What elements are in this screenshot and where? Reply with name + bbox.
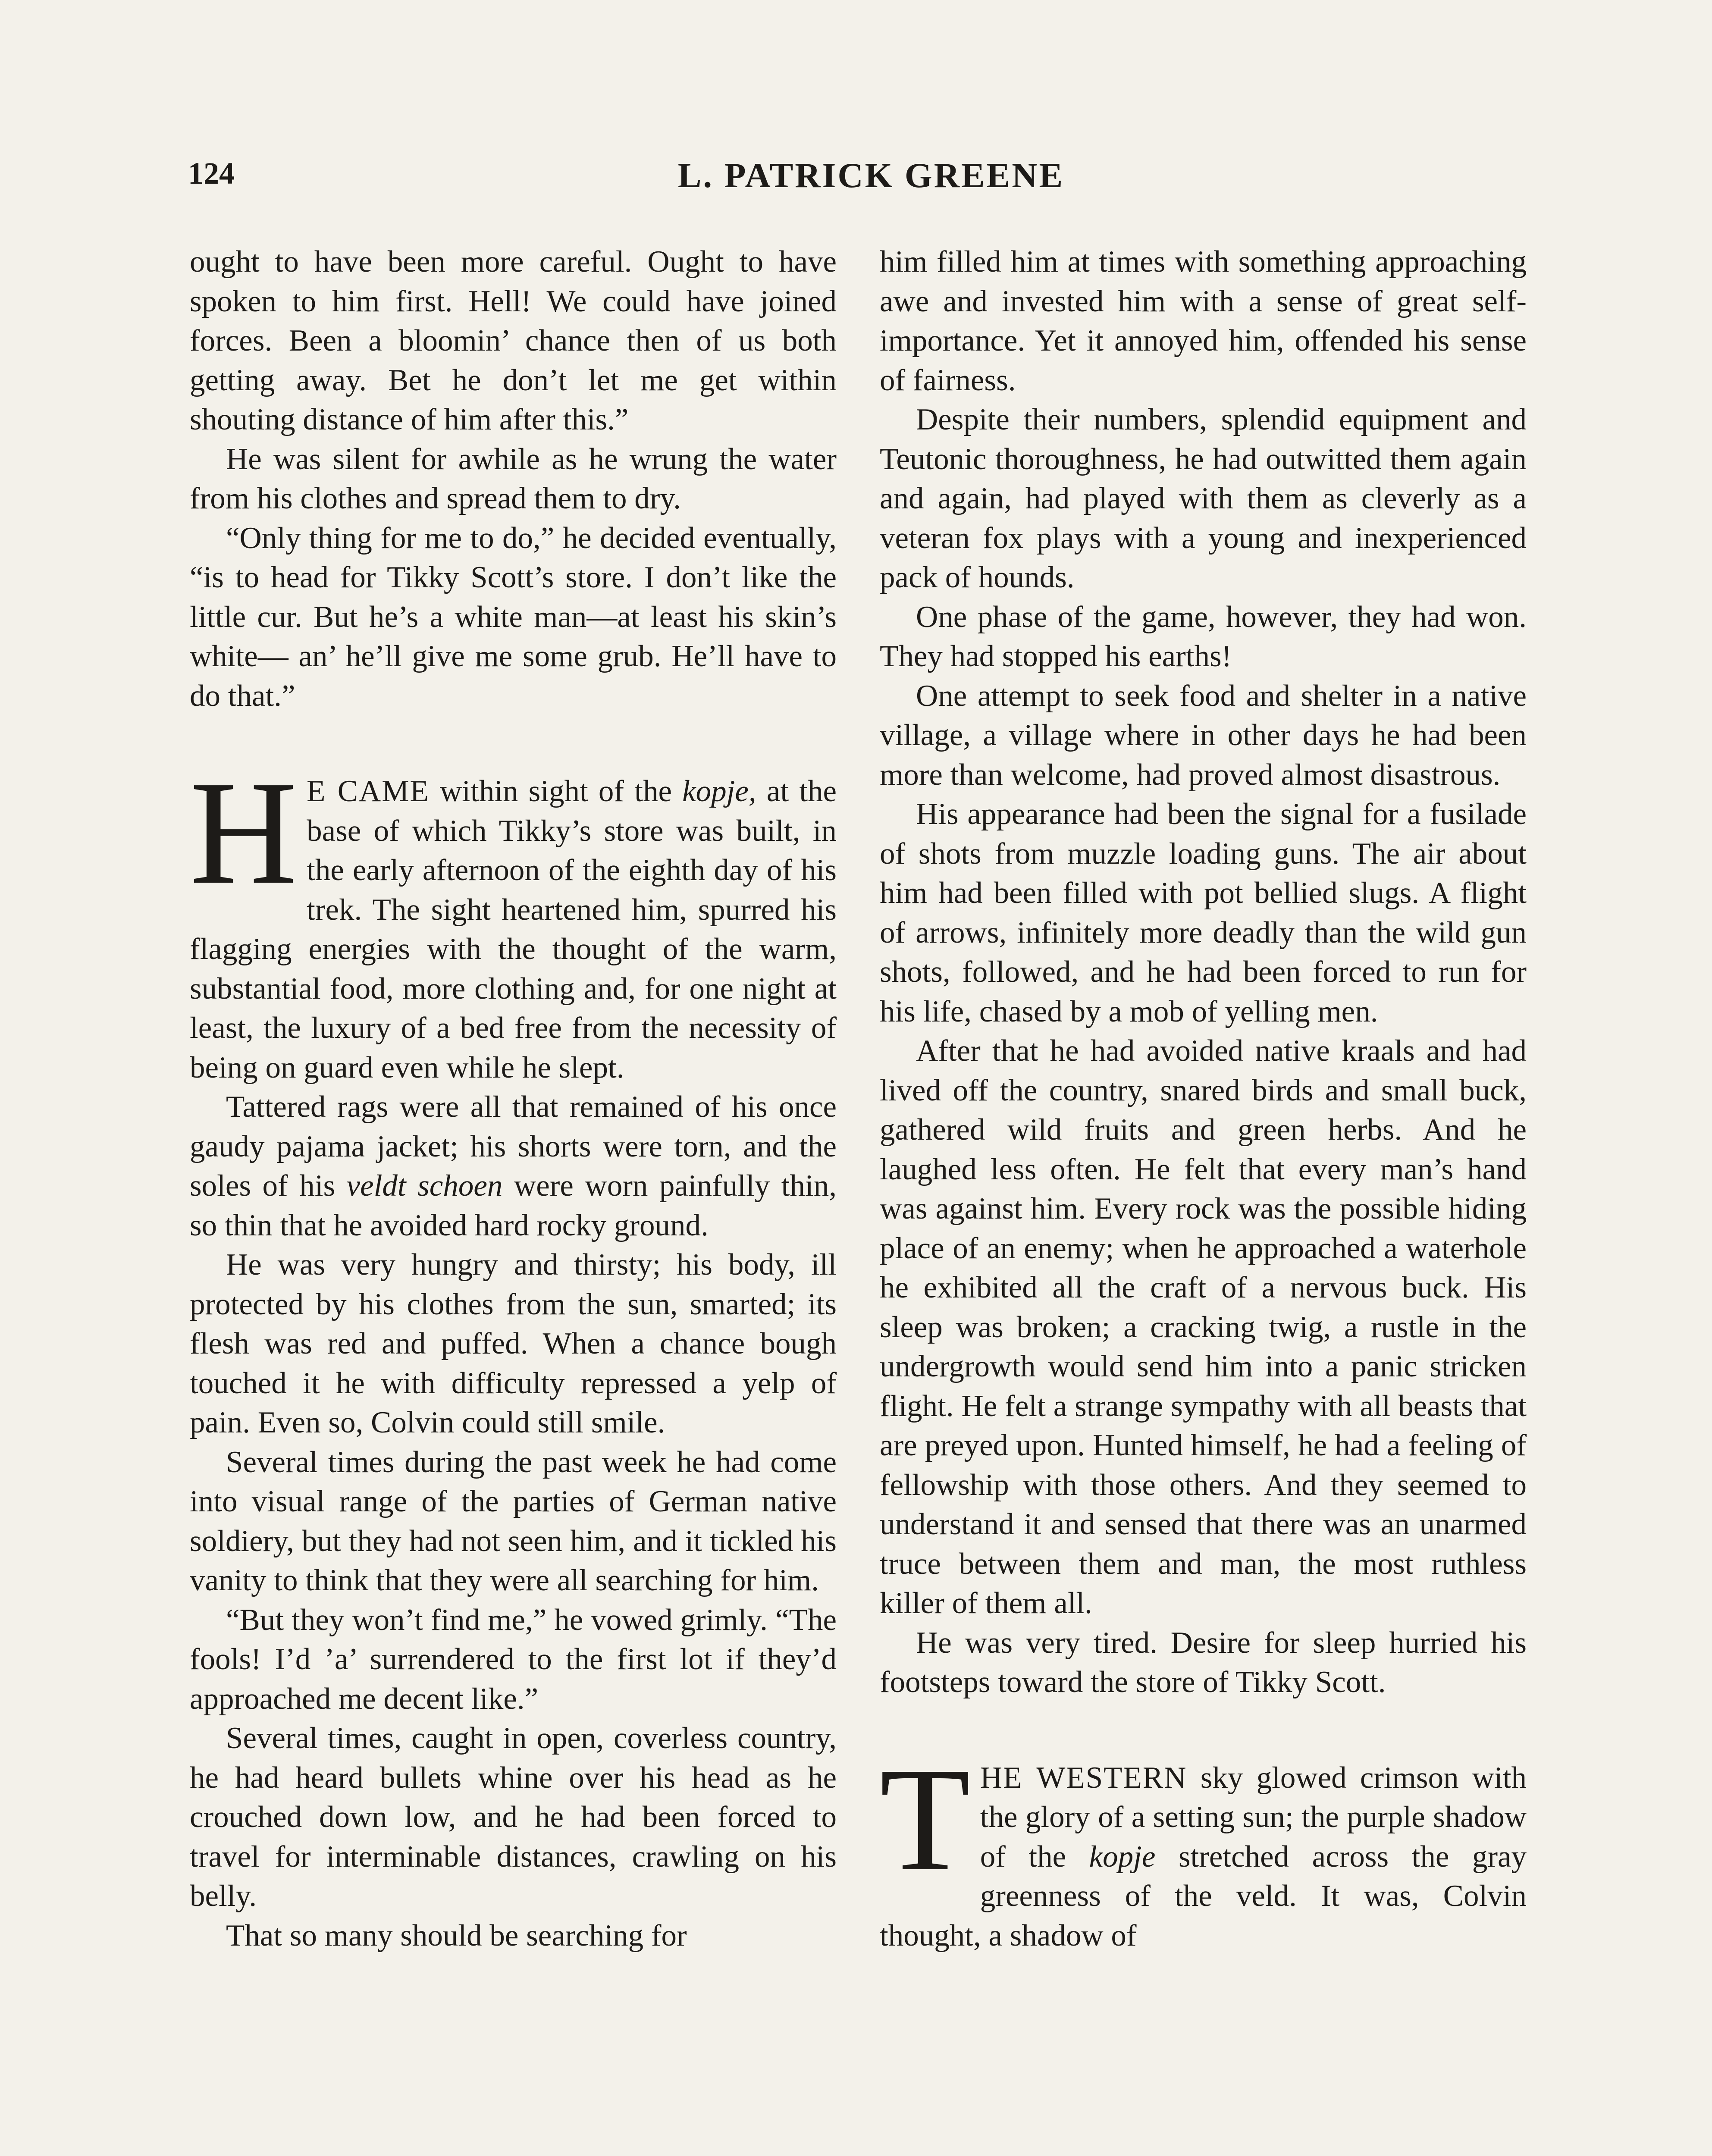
text-run: stretched across the gray greenness of the veld. It was, Colvin thought, a shadow of xyxy=(880,1839,1527,1952)
text-run: sky glowed crimson with the glory of a setting sun; the purple shadow of the xyxy=(980,1761,1527,1874)
paragraph: One attempt to seek food and shelter in a native village, a village where in other days he had been more than welcome, had proved almost disastrous. xyxy=(880,679,1527,792)
lead-in: E CAME xyxy=(307,774,430,808)
paragraph: After that he had avoided native kraals and had lived off the country, snared birds and small buck, gathered wild fruits and green herbs. And he laughed less often. He felt that every man’s hand was against him. Every rock was the possible hiding place of an enemy; when he approached a waterhole he exhibited all the craft of a nervous buck. His sleep was broken; a cracking twig, a rustle in the undergrowth would send him into a panic stricken flight. He felt a strange sympathy with all beasts that are preyed upon. Hunted himself, he had a feeling of fellowship with those others. And they seemed to understand it and sensed that there was an unarmed truce between them and man, the most ruthless killer of them all. xyxy=(880,1034,1527,1620)
paragraph: “But they won’t find me,” he vowed grimly. “The fools! I’d ’a’ surrendered to the first lot if they’d approached me decent like.” xyxy=(190,1603,837,1716)
right-column xyxy=(880,242,1527,1955)
paragraph: him filled him at times with something approaching awe and invested him with a sense of great self-importance. Yet it annoyed him, offended his sense of fairness. xyxy=(880,245,1527,397)
paragraph: Several times, caught in open, coverless country, he had heard bullets whine over his head as he crouched down low, and he had been forced to travel for interminable distances, crawling on his belly. xyxy=(190,1721,837,1913)
paragraph: He was very tired. Desire for sleep hurried his footsteps toward the store of Tikky Scott. xyxy=(880,1626,1527,1699)
lead-in: HE WESTERN xyxy=(980,1761,1187,1795)
paragraph: He was very hungry and thirsty; his body, ill protected by his clothes from the sun, smarted; its flesh was red and puffed. When a chance bough touched it he with difficulty repressed a yelp of pain. Even so, Colvin could still smile. xyxy=(190,1248,837,1439)
paragraph: He was silent for awhile as he wrung the water from his clothes and spread them to dry. xyxy=(190,442,837,515)
paragraph: Despite their numbers, splendid equipment and Teutonic thoroughness, he had outwitted them again and again, had played with them as cleverly as a veteran fox plays with a young and inexperienced pack of hounds. xyxy=(880,403,1527,594)
italic-term: veldt schoen xyxy=(346,1169,503,1203)
drop-cap: H xyxy=(190,750,298,915)
italic-term: kopje xyxy=(1089,1839,1156,1874)
text-run: within sight of the xyxy=(429,774,683,808)
paragraph: One phase of the game, however, they had won. They had stopped his earths! xyxy=(880,600,1527,673)
text-run: at the base of which Tikky’s store was built, in the early afternoon of the eighth day of his trek. The sight heartened him, spurred his flagging energies with the thought of the warm, substantial food, more clothing and, for one night at least, the luxury of a bed free from the necessity of being on guard even while he slept. xyxy=(190,774,837,1084)
paragraph: “Only thing for me to do,” he decided eventually, “is to head for Tikky Scott’s store. I don’t like the little cur. But he’s a white man—at least his skin’s white— an’ he’ll give me some grub. He’ll have to do that.” xyxy=(190,521,837,713)
paragraph xyxy=(190,1087,837,1245)
text-run: Tattered rags were all that remained of his once gaudy pajama jacket; his shorts were torn, and the soles of his xyxy=(190,1090,837,1203)
paragraph: That so many should be searching for xyxy=(226,1918,687,1952)
section-opening-paragraph xyxy=(880,1736,1527,1956)
paragraph: Several times during the past week he had come into visual range of the parties of German native soldiery, but they had not seen him, and it tickled his vanity to think that they were all searching for him. xyxy=(190,1445,837,1597)
text-run: were worn painfully thin, so thin that he avoided hard rocky ground. xyxy=(190,1169,837,1242)
section-opening-paragraph xyxy=(190,750,837,1087)
paragraph: ought to have been more careful. Ought to have spoken to him first. Hell! We could have joined forces. Been a bloomin’ chance then of us both getting away. Bet he don’t let me get within shouting distance of him after this.” xyxy=(190,245,837,436)
left-column xyxy=(190,242,837,1955)
italic-term: kopje, xyxy=(682,774,756,808)
running-head: L. PATRICK GREENE xyxy=(677,156,1065,195)
paragraph: His appearance had been the signal for a fusilade of shots from muzzle loading guns. The air about him had been filled with pot bellied slugs. A flight of arrows, infinitely more deadly than the wild gun shots, followed, and he had been forced to run for his life, chased by a mob of yelling men. xyxy=(880,797,1527,1028)
drop-cap: T xyxy=(880,1736,971,1902)
page-number: 124 xyxy=(188,156,235,191)
